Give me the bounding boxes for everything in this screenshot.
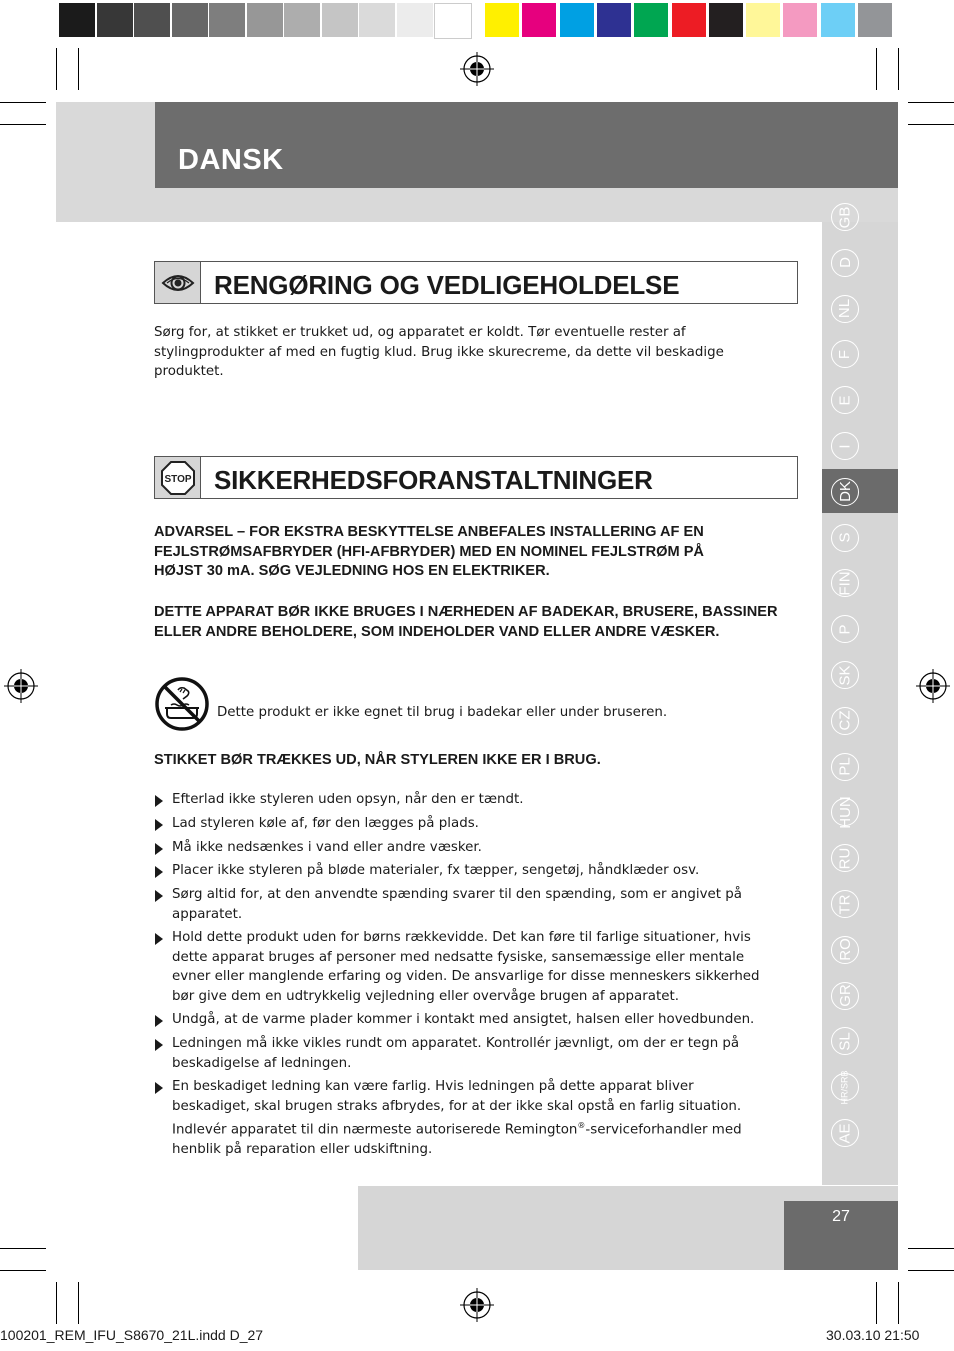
no-bath-icon <box>154 676 210 732</box>
list-item <box>154 1077 774 1159</box>
registration-mark-top <box>460 52 494 86</box>
gray-swatch <box>322 3 358 37</box>
safety-title: SIKKERHEDSFORANSTALTNINGER <box>214 465 653 495</box>
color-swatch <box>522 3 556 37</box>
list-item <box>154 861 774 880</box>
list-item-text: Ledningen må ikke vikles rundt om apparatet. Kontrollér jævnligt, om der er tegn på beskadigelse af ledningen. <box>172 1036 740 1071</box>
language-tab-label: RU <box>836 847 854 870</box>
page-title: DANSK <box>178 144 284 176</box>
stop-icon-text: STOP <box>163 473 192 485</box>
language-tab-label: DK <box>836 481 854 503</box>
language-tab-cz[interactable] <box>831 707 859 735</box>
list-item-text: Placer ikke styleren på bløde materialer, fx tæpper, sengetøj, håndklæder osv. <box>172 863 700 879</box>
registration-mark-bottom <box>460 1288 494 1322</box>
language-tab-label: D <box>836 257 854 269</box>
gray-swatch <box>97 3 133 37</box>
color-swatch <box>672 3 706 37</box>
safety-icon-cell <box>155 457 201 498</box>
language-tab-gr[interactable] <box>831 982 859 1010</box>
gray-swatch <box>172 3 208 37</box>
language-tab-label: CZ <box>836 710 854 731</box>
language-tab-s[interactable] <box>831 524 859 552</box>
warning-water: DETTE APPARAT BØR IKKE BRUGES I NÆRHEDEN AF BADEKAR, BRUSERE, BASSINER ELLER ANDRE BEHOLDERE, SOM INDEHOLDER VAND ELLER ANDRE VÆSKER. <box>154 604 778 640</box>
cleaning-icon-cell <box>155 262 201 303</box>
bullet-triangle-icon <box>155 819 163 831</box>
bullet-triangle-icon <box>155 843 163 855</box>
list-item <box>154 885 774 924</box>
warning-rcd: ADVARSEL – FOR EKSTRA BESKYTTELSE ANBEFALES INSTALLERING AF EN FEJLSTRØMSAFBRYDER (HFI-AFBRYDER) MED EN NOMINEL FEJLSTRØM PÅ HØJST 30 mA. SØG VEJLEDNING HOS EN ELEKTRIKER. <box>154 524 704 579</box>
language-tab-label: E <box>836 395 854 406</box>
gray-swatch <box>59 3 95 37</box>
language-tab-p[interactable] <box>831 615 859 643</box>
page-number: 27 <box>832 1208 850 1225</box>
list-item-text: Efterlad ikke styleren uden opsyn, når den er tændt. <box>172 792 524 807</box>
language-tab-tr[interactable] <box>831 890 859 918</box>
color-swatch <box>746 3 780 37</box>
list-item <box>154 838 774 857</box>
registration-mark-left <box>4 669 38 703</box>
language-tab-label: S <box>836 532 854 543</box>
gray-swatch <box>434 3 472 39</box>
list-item <box>154 1034 774 1073</box>
color-swatch <box>783 3 817 37</box>
language-tab-label: RO <box>836 938 854 962</box>
language-tab-label: NL <box>836 299 854 319</box>
bullet-triangle-icon <box>155 890 163 902</box>
color-swatch <box>485 3 519 37</box>
gray-swatch <box>284 3 320 37</box>
language-tab-ro[interactable] <box>831 936 859 964</box>
language-tab-label: HR/SRB <box>839 1070 850 1105</box>
list-item <box>154 814 774 833</box>
list-item-text: Sørg altid for, at den anvendte spænding svarer til den spænding, som er angivet på apparatet. <box>172 887 742 922</box>
color-swatch <box>597 3 631 37</box>
list-item-text: -serviceforhandler med henblik på reparation eller udskiftning. <box>172 1122 742 1158</box>
language-tab-label: SL <box>836 1032 854 1051</box>
footer-timestamp: 30.03.10 21:50 <box>826 1327 920 1343</box>
unplug-warning: STIKKET BØR TRÆKKES UD, NÅR STYLEREN IKKE ER I BRUG. <box>154 752 601 768</box>
bullet-triangle-icon <box>155 866 163 878</box>
language-tab-ae[interactable] <box>831 1119 859 1147</box>
list-item <box>154 790 774 809</box>
color-swatch <box>560 3 594 37</box>
bullet-triangle-icon <box>155 795 163 807</box>
gray-swatch <box>397 3 433 37</box>
language-tab-label: P <box>836 624 854 635</box>
language-tab-label: TR <box>836 894 854 914</box>
eye-icon <box>161 271 195 295</box>
list-item-text: Må ikke nedsænkes i vand eller andre væsker. <box>172 839 482 855</box>
bullet-triangle-icon <box>155 1039 163 1051</box>
safety-list <box>154 790 774 1164</box>
language-tab-dk[interactable] <box>831 478 859 506</box>
color-swatch <box>858 3 892 37</box>
cleaning-heading <box>154 261 798 304</box>
stop-icon <box>160 460 196 496</box>
registration-mark-right <box>916 669 950 703</box>
language-tab-e[interactable] <box>831 386 859 414</box>
list-item-text: Hold dette produkt uden for børns rækkevidde. Det kan føre til farlige situationer, hvis dette apparat bruges af personer med nedsatte fysiske, sansemæssige eller mentale evner eller manglende erfaring og viden. De ansvarlige for disse menneskers sikkerhed bør give dem en udtrykkelig vejledning eller overvåge brugen af apparatet. <box>172 930 760 1004</box>
language-tab-hr-srb[interactable] <box>831 1070 859 1105</box>
gray-swatch <box>134 3 170 37</box>
language-tab-i[interactable] <box>831 432 859 460</box>
bullet-triangle-icon <box>155 1082 163 1094</box>
footer-filename: 100201_REM_IFU_S8670_21L.indd D_27 <box>0 1327 264 1343</box>
language-tab-gb[interactable] <box>831 203 859 231</box>
safety-heading <box>154 456 798 499</box>
color-swatch <box>709 3 743 37</box>
language-tab-label: SK <box>836 664 854 686</box>
language-tab-label: HUN <box>836 796 854 829</box>
language-tab-label: FIN <box>836 571 854 596</box>
gray-swatch <box>359 3 395 37</box>
language-tab-sk[interactable] <box>831 661 859 689</box>
cleaning-text: Sørg for, at stikket er trukket ud, og apparatet er koldt. Tør eventuelle rester af stylingprodukter af med en fugtig klud. Brug ikke skurecreme, da dette vil beskadige produktet. <box>154 325 724 379</box>
list-item <box>154 1010 774 1029</box>
list-item-text: En beskadiget ledning kan være farlig. Hvis ledningen på dette apparat bliver beskadiget, skal brugen straks afbrydes, for at der ikke skal opstå en farlig situation. Indlevér apparatet til din nærmeste autoriserede Remington <box>172 1079 742 1138</box>
language-tab-label: GB <box>836 206 854 228</box>
bullet-triangle-icon <box>155 1015 163 1027</box>
language-tab-label: GR <box>836 984 854 1007</box>
language-tab-nl[interactable] <box>831 295 859 323</box>
bullet-triangle-icon <box>155 933 163 945</box>
language-tab-ru[interactable] <box>831 844 859 872</box>
color-swatch <box>821 3 855 37</box>
color-swatch <box>634 3 668 37</box>
cleaning-title: RENGØRING OG VEDLIGEHOLDELSE <box>214 270 680 300</box>
list-item-text: Undgå, at de varme plader kommer i kontakt med ansigtet, halsen eller hovedbunden. <box>172 1012 755 1028</box>
list-item <box>154 928 774 1006</box>
language-tab-pl[interactable] <box>831 753 859 781</box>
language-tab-label: F <box>836 349 854 359</box>
gray-swatch <box>247 3 283 37</box>
language-tab-label: PL <box>836 757 854 776</box>
list-item-text: Lad styleren køle af, før den lægges på plads. <box>172 815 479 831</box>
language-tab-label: I <box>836 443 854 449</box>
registered-mark: ® <box>577 1121 586 1131</box>
bath-warning-text: Dette produkt er ikke egnet til brug i badekar eller under bruseren. <box>217 705 668 720</box>
gray-swatch <box>209 3 245 37</box>
language-tab-d[interactable] <box>831 249 859 277</box>
language-tab-label: AE <box>836 1122 854 1144</box>
